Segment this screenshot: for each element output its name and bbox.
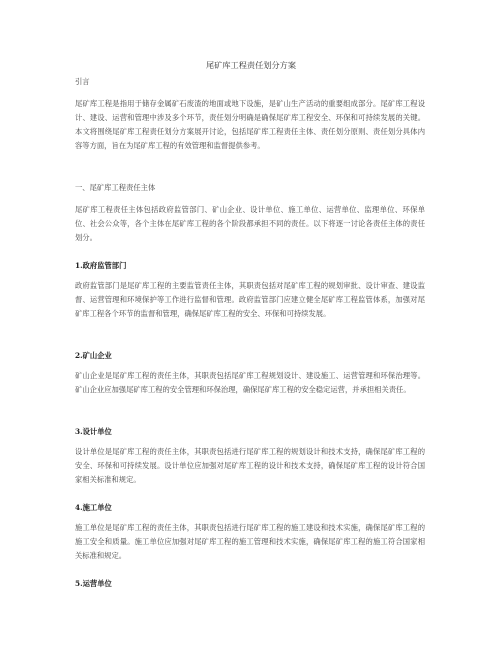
item2-text: 矿山企业是尾矿库工程的责任主体，其职责包括尾矿库工程规划设计、建设施工、运营管理和环保治理等。矿山企业应加强尾矿库工程的安全管理和环保治理，确保尾矿库工程的安全稳定运营，并承担相关责任。	[75, 371, 425, 395]
intro-heading: 引言	[75, 77, 90, 86]
item5-heading: 5.运营单位	[75, 579, 112, 588]
document-title: 尾矿库工程责任划分方案	[205, 60, 297, 70]
item4-heading: 4.施工单位	[75, 503, 112, 512]
intro-paragraph: 尾矿库工程是指用于储存金属矿石废渣的地面或地下设施，是矿山生产活动的重要组成部分。尾矿库工程设计、建设、运营和管理中涉及多个环节，责任划分明确是确保尾矿库工程安全、环保和可持续发展的关键。本文将围绕尾矿库工程责任划分方案展开讨论，包括尾矿库工程责任主体、责任划分原则、责任划分具体内容等方面，旨在为尾矿库工程的有效管理和监督提供参考。	[75, 99, 425, 151]
section1-intro: 尾矿库工程责任主体包括政府监管部门、矿山企业、设计单位、施工单位、运营单位、监理单位、环保单位、社会公众等，各个主体在尾矿库工程的各个阶段都承担不同的责任。以下将逐一讨论各责任主体的责任划分。	[75, 205, 425, 243]
item2-heading: 2.矿山企业	[75, 351, 112, 360]
item3-text: 设计单位是尾矿库工程的责任主体，其职责包括进行尾矿库工程的规划设计和技术支持，确保尾矿库工程的安全、环保和可持续发展。设计单位应加强对尾矿库工程的设计和技术支持，确保尾矿库工程的设计符合国家相关标准和规定。	[75, 447, 425, 485]
item3-heading: 3.设计单位	[75, 427, 112, 436]
item1-text: 政府监管部门是尾矿库工程的主要监管责任主体，其职责包括对尾矿库工程的规划审批、设计审查、建设监督、运营管理和环境保护等工作进行监督和管理。政府监管部门应建立健全尾矿库工程监管体系，加强对尾矿库工程各个环节的监督和管理，确保尾矿库工程的安全、环保和可持续发展。	[75, 281, 425, 319]
section1-heading: 一、尾矿库工程责任主体	[75, 183, 156, 192]
item1-heading: 1.政府监管部门	[75, 261, 127, 270]
item4-text: 施工单位是尾矿库工程的责任主体，其职责包括进行尾矿库工程的施工建设和技术实施，确保尾矿库工程的施工安全和质量。施工单位应加强对尾矿库工程的施工管理和技术实施，确保尾矿库工程的施工符合国家相关标准和规定。	[75, 523, 425, 561]
